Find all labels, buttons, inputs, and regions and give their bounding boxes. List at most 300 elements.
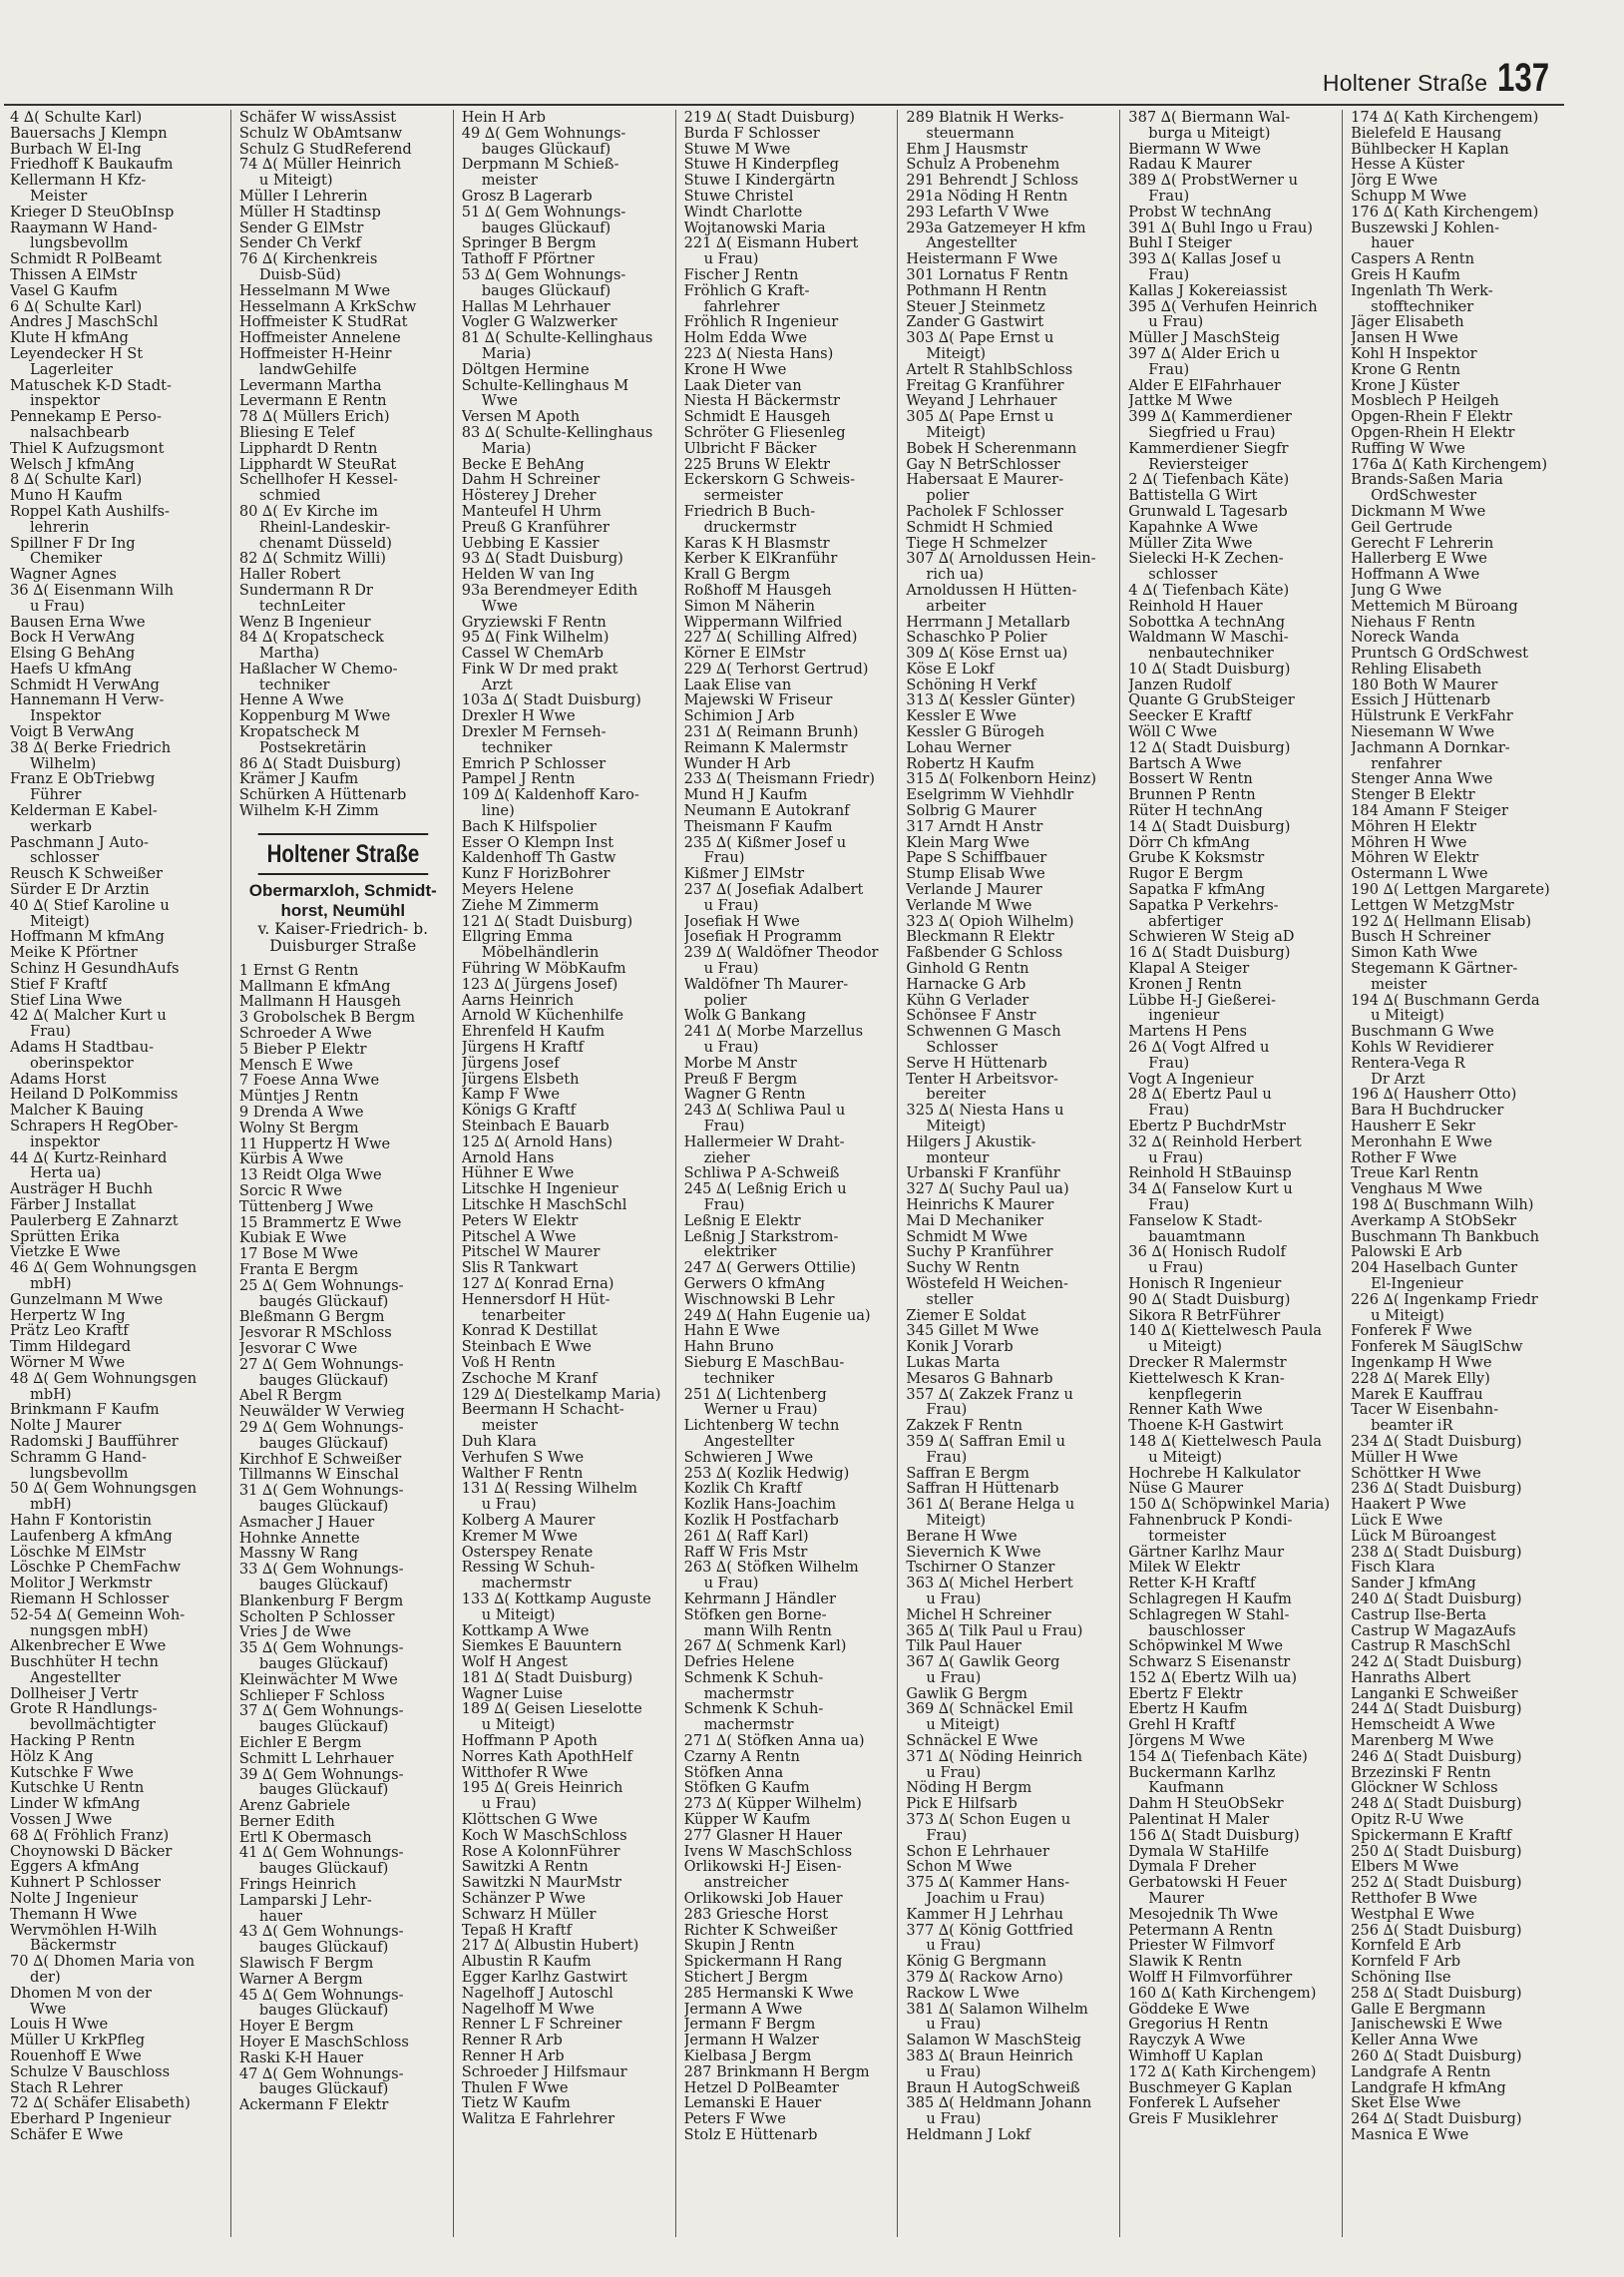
resident-entry: Geil Gertrude (1351, 519, 1452, 536)
resident-entry: Josefiak H Wwe (683, 913, 800, 930)
house-number-entry: 154 ∆( Tiefenbach Käte) (1128, 1748, 1308, 1765)
resident-entry: Krämer J Kaufm (238, 771, 359, 788)
resident-entry: Hahn Bruno (683, 1339, 774, 1355)
resident-entry: Grunwald L Tagesarb (1128, 503, 1288, 520)
resident-entry: Lück M Büroangest (1351, 1528, 1496, 1545)
resident-entry: Kehrmann J Händler (683, 1591, 836, 1607)
resident-entry: Lübbe H-J Gießerei- (1128, 992, 1277, 1009)
house-number-entry: 148 ∆( Kiettelwesch Paula (1128, 1433, 1322, 1450)
house-number-entry: 359 ∆( Saffran Emil u (906, 1433, 1066, 1450)
resident-entry: Schmidt H Schmied (906, 519, 1053, 536)
house-number-entry: 277 Glasner H Hauer (683, 1827, 843, 1844)
resident-entry: Opitz R-U Wwe (1351, 1812, 1464, 1828)
resident-entry: Königs G Kraftf (461, 1103, 577, 1119)
house-number-entry: 327 ∆( Suchy Paul ua) (906, 1181, 1069, 1197)
resident-entry: Lipphardt W SteuRat (238, 456, 397, 473)
house-number-entry: 219 ∆( Stadt Duisburg) (683, 110, 855, 126)
resident-entry: Krall G Bergm (683, 567, 790, 583)
resident-entry: Kolberg A Maurer (461, 1512, 596, 1529)
resident-entry: Lettgen W MetzgMstr (1351, 897, 1514, 914)
entry-continuation: polier (703, 992, 747, 1009)
resident-entry: Döltgen Hermine (461, 361, 590, 378)
house-number-entry: 37 ∆( Gem Wohnungs- (238, 1703, 404, 1720)
resident-entry: Vogler G Walzwerker (461, 314, 617, 331)
resident-entry: Buschhüter H techn (10, 1654, 159, 1670)
resident-entry: Waldmann W Maschi- (1128, 630, 1289, 647)
resident-entry: Orlikowski H-J Eisen- (683, 1859, 842, 1876)
resident-entry: Möhren H Elektr (1351, 818, 1476, 835)
resident-entry: Jermann A Wwe (683, 2001, 803, 2018)
resident-entry: Schwarz H Müller (461, 1906, 597, 1923)
resident-entry: Rose A KolonnFührer (461, 1843, 620, 1860)
resident-entry: Sender G ElMstr (238, 220, 364, 236)
resident-entry: Krieger D SteuObInsp (10, 204, 175, 221)
entry-continuation: u Frau) (1148, 1149, 1204, 1166)
resident-entry: Konik J Vorarb (906, 1339, 1014, 1355)
house-number-entry: 109 ∆( Kaldenhoff Karo- (461, 787, 639, 804)
resident-entry: Warner A Bergm (238, 1971, 363, 1988)
house-number-entry: 250 ∆( Stadt Duisburg) (1351, 1843, 1522, 1860)
entry-continuation: burga u Miteigt) (1148, 125, 1271, 142)
running-head-street: Holtener Straße (1322, 70, 1488, 96)
resident-entry: Zander G Gastwirt (906, 314, 1044, 331)
resident-entry: Jansen H Wwe (1351, 330, 1458, 346)
resident-entry: Suchy W Rentn (906, 1260, 1020, 1276)
resident-entry: Themann H Wwe (10, 1906, 138, 1923)
house-number-entry: 43 ∆( Gem Wohnungs- (238, 1924, 404, 1941)
entry-continuation: schlosser (1148, 567, 1218, 583)
entry-continuation: ingenieur (1148, 1008, 1220, 1025)
resident-entry: Schramm G Hand- (10, 1449, 147, 1466)
resident-entry: Müller J MaschSteig (1128, 330, 1280, 346)
house-number-entry: 50 ∆( Gem Wohnungsgen (10, 1481, 198, 1498)
resident-entry: Rother F Wwe (1351, 1149, 1457, 1166)
resident-entry: Spickermann H Rang (683, 1954, 843, 1971)
resident-entry: Schmenk K Schuh- (683, 1669, 824, 1686)
resident-entry: Sawitzki A Rentn (461, 1859, 589, 1876)
house-number-entry: 226 ∆( Ingenkamp Friedr (1351, 1291, 1538, 1308)
resident-entry: Heldmann J Lokf (906, 2127, 1030, 2143)
house-number-entry: 301 Lornatus F Rentn (906, 266, 1068, 283)
resident-entry: Berane H Wwe (906, 1528, 1017, 1545)
house-number-entry: 36 ∆( Eisenmann Wilh (10, 582, 175, 599)
resident-entry: Arnold Hans (461, 1149, 555, 1166)
house-number-entry: 273 ∆( Küpper Wilhelm) (683, 1796, 862, 1813)
resident-entry: Becke E BehAng (461, 456, 585, 473)
entry-continuation: Miteigt) (926, 345, 987, 362)
entry-continuation: machermstr (481, 1576, 572, 1592)
entry-continuation: u Frau) (1148, 1260, 1204, 1276)
resident-entry: Linder W kfmAng (10, 1796, 141, 1813)
resident-entry: Simon Kath Wwe (1351, 945, 1478, 962)
house-number-entry: 317 Arndt H Anstr (906, 818, 1043, 835)
resident-entry: Raski K-H Hauer (238, 2049, 364, 2066)
house-number-entry: 4 ∆( Tiefenbach Käte) (1128, 582, 1290, 599)
house-number-entry: 49 ∆( Gem Wohnungs- (461, 125, 626, 142)
entry-continuation: Miteigt) (926, 1512, 987, 1529)
resident-entry: Hühner E Wwe (461, 1165, 575, 1182)
entry-continuation: u Miteigt) (481, 1606, 556, 1623)
house-number-entry: 40 ∆( Stief Karoline u (10, 897, 170, 914)
entry-continuation: u Frau) (703, 1576, 759, 1592)
entry-continuation: hauer (1371, 235, 1415, 252)
resident-entry: Drexler M Fernseh- (461, 724, 607, 740)
directory-column (1342, 110, 1564, 2237)
resident-entry: Matuschek K-D Stadt- (10, 377, 172, 394)
resident-entry: Kielbasa J Bergm (683, 2049, 812, 2064)
resident-entry: Klute H kfmAng (10, 330, 129, 346)
resident-entry: Hahn F Kontoristin (10, 1512, 153, 1529)
resident-entry: Lukas Marta (906, 1354, 1001, 1371)
resident-entry: Ebertz H Kaufm (1128, 1701, 1248, 1718)
resident-entry: Schöpwinkel M Wwe (1128, 1638, 1284, 1655)
entry-continuation: bauamtmann (1148, 1228, 1246, 1245)
house-number-entry: 236 ∆( Stadt Duisburg) (1351, 1481, 1522, 1498)
resident-entry: Dörr Ch kfmAng (1128, 834, 1250, 851)
resident-entry: Kessler G Bürogeh (906, 724, 1045, 740)
house-number-entry: 260 ∆( Stadt Duisburg) (1351, 2049, 1522, 2064)
resident-entry: Landgrafe A Rentn (1351, 2063, 1491, 2080)
resident-entry: Möhren H Wwe (1351, 834, 1467, 851)
entry-continuation: nenbautechniker (1148, 646, 1274, 662)
house-number-entry: 35 ∆( Gem Wohnungs- (238, 1640, 404, 1656)
resident-entry: Welsch J kfmAng (10, 456, 135, 473)
house-number-entry: 80 ∆( Ev Kirche im (238, 503, 379, 520)
resident-entry: Osterspey Renate (461, 1544, 594, 1561)
house-number-entry: 249 ∆( Hahn Eugenie ua) (683, 1307, 871, 1324)
house-number-entry: 41 ∆( Gem Wohnungs- (238, 1845, 404, 1862)
house-number-entry: 393 ∆( Kallas Josef u (1128, 251, 1282, 267)
resident-entry: Gerecht F Lehrerin (1351, 535, 1494, 552)
house-number-entry: 244 ∆( Stadt Duisburg) (1351, 1701, 1522, 1718)
resident-entry: Thissen A ElMstr (10, 266, 138, 283)
resident-entry: Tenter H Arbeitsvor- (906, 1071, 1058, 1088)
house-number-entry: 293 Lefarth V Wwe (906, 204, 1049, 221)
house-number-entry: 180 Both W Maurer (1351, 677, 1498, 693)
resident-entry: Sievernich K Wwe (906, 1544, 1041, 1561)
resident-entry: Habersaat E Maurer- (906, 472, 1064, 489)
house-number-entry: 239 ∆( Waldöfner Theodor (683, 945, 879, 962)
resident-entry: Honisch R Ingenieur (1128, 1275, 1282, 1292)
house-number-entry: 196 ∆( Hausherr Otto) (1351, 1087, 1517, 1104)
house-number-entry: 70 ∆( Dhomen Maria von (10, 1954, 196, 1971)
entry-continuation: rich ua) (926, 567, 985, 583)
resident-entry: Stenger Anna Wwe (1351, 771, 1493, 788)
entry-continuation: zieher (703, 1149, 750, 1166)
resident-entry: Hoffmeister H-Heinr (238, 345, 392, 362)
house-number-entry: 248 ∆( Stadt Duisburg) (1351, 1796, 1522, 1813)
resident-entry: Westphal E Wwe (1351, 1906, 1475, 1923)
resident-entry: Preuß G Kranführer (461, 519, 609, 536)
resident-entry: Fonferek L Aufseher (1128, 2095, 1280, 2112)
entry-continuation: arbeiter (926, 598, 987, 615)
resident-entry: Dhomen M von der (10, 1985, 153, 2002)
entry-continuation: Siegfried u Frau) (1148, 424, 1276, 441)
house-number-entry: 289 Blatnik H Werks- (906, 110, 1064, 126)
entry-continuation: anstreicher (703, 1875, 789, 1892)
resident-entry: Emrich P Schlosser (461, 755, 607, 772)
resident-entry: Steinbach E Wwe (461, 1339, 592, 1355)
entry-continuation: bauges Glückauf) (258, 1940, 389, 1957)
resident-entry: Kürbis A Wwe (238, 1151, 344, 1168)
resident-entry: Solbrig G Maurer (906, 803, 1036, 819)
resident-entry: Ingenkamp H Wwe (1351, 1354, 1492, 1371)
resident-entry: Göddeke E Wwe (1128, 2001, 1250, 2018)
entry-continuation: bevollmächtigter (30, 1717, 156, 1734)
entry-continuation: machermstr (703, 1717, 794, 1734)
resident-entry: Renner R Arb (461, 2033, 563, 2049)
resident-entry: Niesta H Bäckermstr (683, 393, 840, 410)
resident-entry: Ebertz P BuchdrMstr (1128, 1119, 1286, 1135)
resident-entry: Stegemann K Gärtner- (1351, 961, 1518, 977)
resident-entry: Wagner Luise (461, 1685, 564, 1702)
resident-entry: Schon E Lehrhauer (906, 1843, 1049, 1860)
entry-continuation: Inspektor (30, 708, 102, 725)
house-number-entry: 195 ∆( Greis Heinrich (461, 1780, 623, 1797)
resident-entry: Hoffmeister Annelene (238, 330, 401, 346)
house-number-entry: 234 ∆( Stadt Duisburg) (1351, 1433, 1522, 1450)
entry-continuation: bauges Glückauf) (258, 2003, 389, 2020)
resident-entry: Busch H Schreiner (1351, 929, 1491, 946)
entry-continuation: Werner u Frau) (703, 1402, 818, 1419)
resident-entry: Rüter H technAng (1128, 803, 1263, 819)
entry-continuation: u Miteigt) (926, 1717, 1001, 1734)
house-number-entry: 303 ∆( Pape Ernst u (906, 330, 1054, 346)
entry-continuation: bauges Glückauf) (258, 1577, 389, 1594)
resident-entry: Müller H Stadtinsp (238, 204, 381, 221)
entry-continuation: Frau) (703, 850, 745, 867)
resident-entry: Simon M Näherin (683, 598, 816, 615)
house-number-entry: 90 ∆( Stadt Duisburg) (1128, 1291, 1291, 1308)
entry-continuation: Wwe (481, 598, 518, 615)
entry-continuation: Duisb-Süd) (258, 266, 341, 283)
house-number-entry: 84 ∆( Kropatscheck (238, 630, 384, 647)
resident-entry: Müller U KrkPfleg (10, 2033, 146, 2049)
house-number-entry: 127 ∆( Konrad Erna) (461, 1275, 614, 1292)
resident-entry: Bühlbecker H Kaplan (1351, 141, 1509, 158)
entry-continuation: mbH) (30, 1386, 72, 1403)
entry-continuation: Meister (30, 188, 88, 205)
house-number-entry: 387 ∆( Biermann Wal- (1128, 110, 1291, 126)
entry-continuation: schmied (258, 488, 321, 504)
house-number-entry: 204 Haselbach Gunter (1351, 1260, 1518, 1276)
resident-entry: Roppel Kath Aushilfs- (10, 503, 170, 520)
house-number-entry: 15 Brammertz E Wwe (238, 1214, 402, 1231)
resident-entry: Austräger H Buchh (10, 1181, 154, 1197)
entry-continuation: fahrlehrer (703, 298, 780, 315)
resident-entry: Alder E ElFahrhauer (1128, 377, 1282, 394)
house-number-entry: 198 ∆( Buschmann Wilh) (1351, 1196, 1534, 1213)
resident-entry: Färber J Installat (10, 1196, 137, 1213)
street-section-title: Holtener Straße (258, 833, 428, 875)
resident-entry: Lohau Werner (906, 739, 1012, 756)
house-number-entry: 6 ∆( Schulte Karl) (10, 298, 143, 315)
house-number-entry: 184 Amann F Steiger (1351, 803, 1509, 819)
resident-entry: Opgen-Rhein F Elektr (1351, 409, 1512, 425)
resident-entry: Mosblech P Heilgeh (1351, 393, 1499, 410)
resident-entry: Jürgens Josef (461, 1055, 560, 1072)
resident-entry: Alkenbrecher E Wwe (10, 1638, 167, 1655)
entry-continuation: lungsbevollm (30, 1465, 129, 1482)
entry-continuation: u Frau) (703, 961, 759, 977)
resident-entry: Morbe M Anstr (683, 1055, 797, 1072)
resident-entry: Buschmann G Wwe (1351, 1024, 1494, 1041)
resident-entry: Saffran E Bergm (906, 1465, 1030, 1482)
resident-entry: Marek E Kauffrau (1351, 1386, 1483, 1403)
house-number-entry: 285 Hermanski K Wwe (683, 1985, 854, 2002)
resident-entry: Jörgens M Wwe (1128, 1733, 1246, 1749)
entry-continuation: technLeiter (258, 598, 345, 615)
resident-entry: Koch W MaschSchloss (461, 1827, 627, 1844)
resident-entry: Kühn G Verlader (906, 992, 1029, 1009)
house-number-entry: 52-54 ∆( Gemeinn Woh- (10, 1606, 186, 1623)
house-number-entry: 379 ∆( Rackow Arno) (906, 1970, 1063, 1986)
house-number-entry: 241 ∆( Morbe Marzellus (683, 1024, 864, 1041)
resident-entry: Marenberg M Wwe (1351, 1733, 1494, 1749)
resident-entry: Haefs U kfmAng (10, 661, 132, 678)
resident-entry: Sobottka A technAng (1128, 614, 1286, 631)
resident-entry: Spickermann E Kraftf (1351, 1827, 1512, 1844)
resident-entry: Molitor J Werkmstr (10, 1576, 153, 1592)
resident-entry: Kornfeld E Arb (1351, 1938, 1461, 1955)
resident-entry: Robertz H Kaufm (906, 755, 1034, 772)
resident-entry: Bleßmann G Bergm (238, 1309, 385, 1326)
resident-entry: Muno H Kaufm (10, 488, 123, 504)
resident-entry: Eggers A kfmAng (10, 1859, 140, 1876)
resident-entry: Janzen Rudolf (1128, 677, 1232, 693)
resident-entry: Kropatscheck M (238, 724, 360, 740)
resident-entry: Müller H Wwe (1351, 1449, 1458, 1466)
entry-continuation: inspektor (30, 1134, 101, 1150)
resident-entry: Zschoche M Kranf (461, 1370, 598, 1387)
resident-entry: Kelderman E Kabel- (10, 803, 158, 819)
house-number-entry: 367 ∆( Gawlik Georg (906, 1654, 1060, 1670)
resident-entry: Kammerdiener Siegfr (1128, 440, 1289, 457)
resident-entry: Weyand J Lehrhauer (906, 393, 1057, 410)
house-number-entry: 283 Griesche Horst (683, 1906, 829, 1923)
resident-entry: Fink W Dr med prakt (461, 661, 618, 678)
entry-continuation: Maria) (481, 440, 532, 457)
resident-entry: Rackow L Wwe (906, 1985, 1019, 2002)
resident-entry: Mensch E Wwe (238, 1057, 353, 1074)
entry-continuation: techniker (703, 1370, 775, 1387)
resident-entry: Leßnig J Starkstrom- (683, 1228, 839, 1245)
resident-entry: Venghaus M Wwe (1351, 1181, 1483, 1197)
resident-entry: Beermann H Schacht- (461, 1402, 624, 1419)
house-number-entry: 325 ∆( Niesta Hans u (906, 1103, 1064, 1119)
resident-entry: Pick E Hilfsarb (906, 1796, 1017, 1813)
resident-entry: Schönsee F Anstr (906, 1008, 1036, 1025)
resident-entry: Hoyer E MaschSchloss (238, 2035, 409, 2050)
resident-entry: Gerwers O kfmAng (683, 1275, 826, 1292)
resident-entry: Castrup R MaschSchl (1351, 1638, 1511, 1655)
resident-entry: Kremer M Wwe (461, 1528, 579, 1545)
resident-entry: Dymala F Dreher (1128, 1859, 1256, 1876)
resident-entry: Majewski W Friseur (683, 692, 833, 709)
resident-entry: Stöfken G Kaufm (683, 1780, 810, 1797)
resident-entry: Greis H Kaufm (1351, 266, 1460, 283)
resident-entry: Rugor E Bergm (1128, 866, 1244, 883)
entry-continuation: u Miteigt) (1148, 1339, 1222, 1355)
entry-continuation: u Frau) (703, 1040, 759, 1056)
resident-entry: Adams H Stadtbau- (10, 1040, 155, 1056)
resident-entry: Hetzel D PolBeamter (683, 2079, 839, 2096)
resident-entry: Schulte-Kellinghaus M (461, 377, 629, 394)
resident-entry: Freitag G Kranführer (906, 377, 1064, 394)
house-number-entry: 2 ∆( Tiefenbach Käte) (1128, 472, 1290, 489)
resident-entry: Retthofer B Wwe (1351, 1891, 1477, 1907)
entry-continuation: Angestellter (926, 235, 1017, 252)
resident-entry: Ingenlath Th Werk- (1351, 282, 1493, 299)
entry-continuation: chenamt Düsseld) (258, 535, 392, 552)
house-number-entry: 263 ∆( Stöfken Wilhelm (683, 1560, 859, 1577)
entry-continuation: polier (926, 488, 970, 504)
resident-entry: Scholten P Schlosser (238, 1608, 395, 1625)
house-number-entry: 369 ∆( Schnäckel Emil (906, 1701, 1073, 1718)
resident-entry: Führing W MöbKaufm (461, 961, 626, 977)
resident-entry: Quante G GrubSteiger (1128, 692, 1295, 709)
resident-entry: Laufenberg A kfmAng (10, 1528, 173, 1545)
resident-entry: Hennersdorf H Hüt- (461, 1291, 610, 1308)
resident-entry: Kiettelwesch K Kran- (1128, 1370, 1285, 1387)
resident-entry: Langanki E Schweißer (1351, 1685, 1518, 1702)
resident-entry: Bach K Hilfspolier (461, 818, 597, 835)
resident-entry: Jürgens H Kraftf (461, 1040, 585, 1056)
resident-entry: Pampel J Rentn (461, 771, 576, 788)
resident-entry: Wörner M Wwe (10, 1354, 126, 1371)
resident-entry: Stuwe I Kindergärtn (683, 173, 836, 189)
resident-entry: Heinrichs K Maurer (906, 1196, 1054, 1213)
entry-continuation: bauges Glückauf) (481, 141, 611, 158)
house-number-entry: 1 Ernst G Rentn (238, 962, 359, 979)
resident-entry: Defries Helene (683, 1654, 795, 1670)
house-number-entry: 81 ∆( Schulte-Kellinghaus (461, 330, 653, 346)
house-number-entry: 95 ∆( Fink Wilhelm) (461, 630, 609, 647)
house-number-entry: 11 Huppertz H Wwe (238, 1136, 391, 1152)
resident-entry: Serve H Hüttenarb (906, 1055, 1047, 1072)
resident-entry: Ostermann L Wwe (1351, 866, 1488, 883)
house-number-entry: 160 ∆( Kath Kirchengem) (1128, 1985, 1317, 2002)
resident-entry: Massny W Rang (238, 1546, 359, 1563)
resident-entry: Jachmann A Dornkar- (1351, 739, 1510, 756)
resident-entry: Sander J kfmAng (1351, 1576, 1476, 1592)
resident-entry: Schwieren J Wwe (683, 1449, 814, 1466)
resident-entry: Sieburg E MaschBau- (683, 1354, 845, 1371)
resident-entry: Hilgers J Akustik- (906, 1134, 1036, 1150)
house-number-entry: 313 ∆( Kessler Günter) (906, 692, 1076, 709)
entry-continuation: u Frau) (926, 2017, 982, 2034)
entry-continuation: bauges Glückauf) (481, 282, 611, 299)
resident-entry: Tüttenberg J Wwe (238, 1198, 374, 1215)
entry-continuation: u Frau) (926, 1938, 982, 1955)
resident-entry: Gawlik G Bergm (906, 1685, 1027, 1702)
entry-continuation: elektriker (703, 1244, 777, 1261)
resident-entry: Bielefeld E Hausang (1351, 125, 1502, 142)
resident-entry: Verlande M Wwe (906, 897, 1032, 914)
resident-entry: Sikora R BetrFührer (1128, 1307, 1281, 1324)
resident-entry: Kleinwächter M Wwe (238, 1671, 398, 1688)
house-number-entry: 172 ∆( Kath Kirchengem) (1128, 2063, 1317, 2080)
house-number-entry: 251 ∆( Lichtenberg (683, 1386, 827, 1403)
entry-continuation: monteur (926, 1149, 990, 1166)
resident-entry: Fanselow K Stadt- (1128, 1212, 1263, 1229)
resident-entry: Wolny St Bergm (238, 1120, 359, 1137)
resident-entry: Wischnowski B Lehr (683, 1291, 835, 1308)
resident-entry: Sapatka F kfmAng (1128, 882, 1266, 898)
resident-entry: Renner L F Schreiner (461, 2017, 622, 2034)
resident-entry: Martens H Pens (1128, 1024, 1247, 1041)
resident-entry: Kißmer J ElMstr (683, 866, 805, 883)
